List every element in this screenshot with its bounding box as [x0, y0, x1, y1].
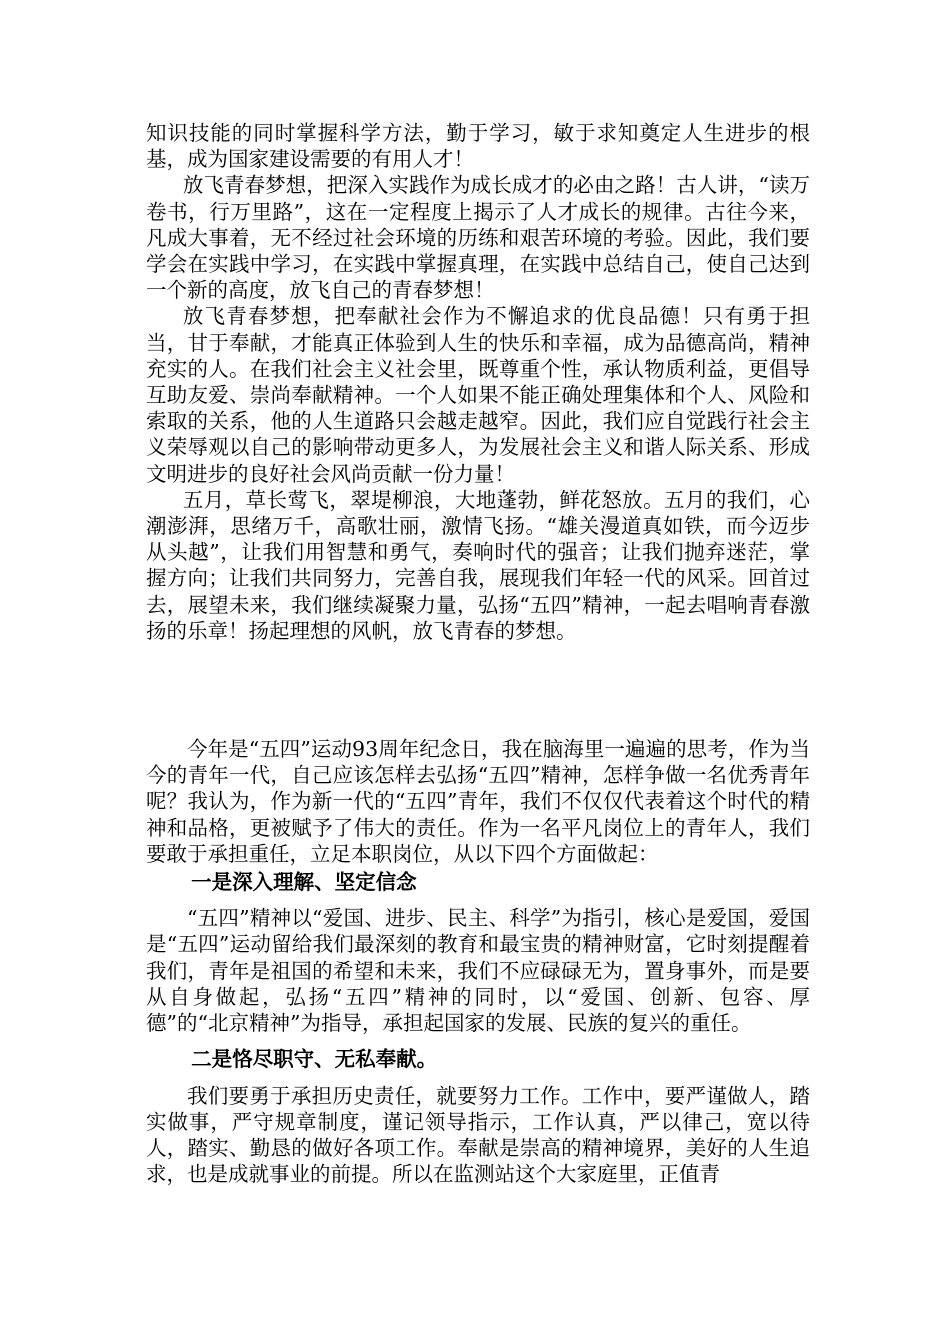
- paragraph-dedication: 放飞青春梦想，把奉献社会作为不懈追求的优良品德！只有勇于担当，甘于奉献，才能真正体验到人生的快乐和幸福，成为品德高尚，精神充实的人。在我们社会主义社会里，既尊重个性，承认物质利益，更倡导互助友爱、崇尚奉献精神。一个人如果不能正确处理集体和个人、风险和索取的关系，他的人生道路只会越走越窄。因此，我们应自觉践行社会主义荣辱观以自己的影响带动更多人，为发展社会主义和谐人际关系、形成文明进步的良好社会风尚贡献一份力量！: [146, 304, 810, 486]
- paragraph-may: 五月，草长莺飞，翠堤柳浪，大地蓬勃，鲜花怒放。五月的我们，心潮澎湃，思绪万千，高歌壮丽，激情飞扬。“雄关漫道真如铁，而今迈步从头越”，让我们用智慧和勇气，奏响时代的强音；让我们抛弃迷茫，掌握方向；让我们共同努力，完善自我，展现我们年轻一代的风采。回首过去，展望未来，我们继续凝聚力量，弘扬“五四”精神，一起去唱响青春激扬的乐章！扬起理想的风帆，放飞青春的梦想。: [146, 487, 810, 643]
- heading-duty: 二是恪尽职守、无私奉献。: [191, 1047, 438, 1072]
- paragraph-practice: 放飞青春梦想，把深入实践作为成长成才的必由之路！古人讲，“读万卷书，行万里路”，这在一定程度上揭示了人才成长的规律。古往今来，凡成大事着，无不经过社会环境的历练和艰苦环境的考验。因此，我们要学会在实践中学习，在实践中掌握真理，在实践中总结自己，使自己达到一个新的高度，放飞自己的青春梦想！: [146, 173, 810, 303]
- heading-belief: 一是深入理解、坚定信念: [191, 870, 417, 895]
- section-spacer: [146, 644, 810, 736]
- document-page: [146, 120, 810, 1187]
- paragraph-continuation: 知识技能的同时掌握科学方法，勤于学习，敏于求知奠定人生进步的根基，成为国家建设需要的有用人才！: [146, 121, 810, 172]
- paragraph-intro: 今年是“五四”运动93周年纪念日，我在脑海里一遍遍的思考，作为当今的青年一代，自己应该怎样去弘扬“五四”精神，怎样争做一名优秀青年呢？我认为，作为新一代的“五四”青年，我们不仅仅代表着这个时代的精神和品格，更被赋予了伟大的责任。作为一名平凡岗位上的青年人，我们要敢于承担重任，立足本职岗位，从以下四个方面做起：: [146, 737, 810, 866]
- paragraph-duty: 我们要勇于承担历史责任，就要努力工作。工作中，要严谨做人，踏实做事，严守规章制度，谨记领导指示，工作认真，严以律己，宽以待人，踏实、勤恳的做好各项工作。奉献是崇高的精神境界，美好的人生追求，也是成就事业的前提。所以在监测站这个大家庭里，正值青: [146, 1083, 810, 1187]
- paragraph-belief: “五四”精神以“爱国、进步、民主、科学”为指引，核心是爱国，爱国是“五四”运动留给我们最深刻的教育和最宝贵的精神财富，它时刻提醒着我们，青年是祖国的希望和未来，我们不应碌碌无为，置身事外，而是要从自身做起，弘扬“五四”精神的同时，以“爱国、创新、包容、厚德”的“北京精神”为指导，承担起国家的发展、民族的复兴的重任。: [146, 906, 810, 1036]
